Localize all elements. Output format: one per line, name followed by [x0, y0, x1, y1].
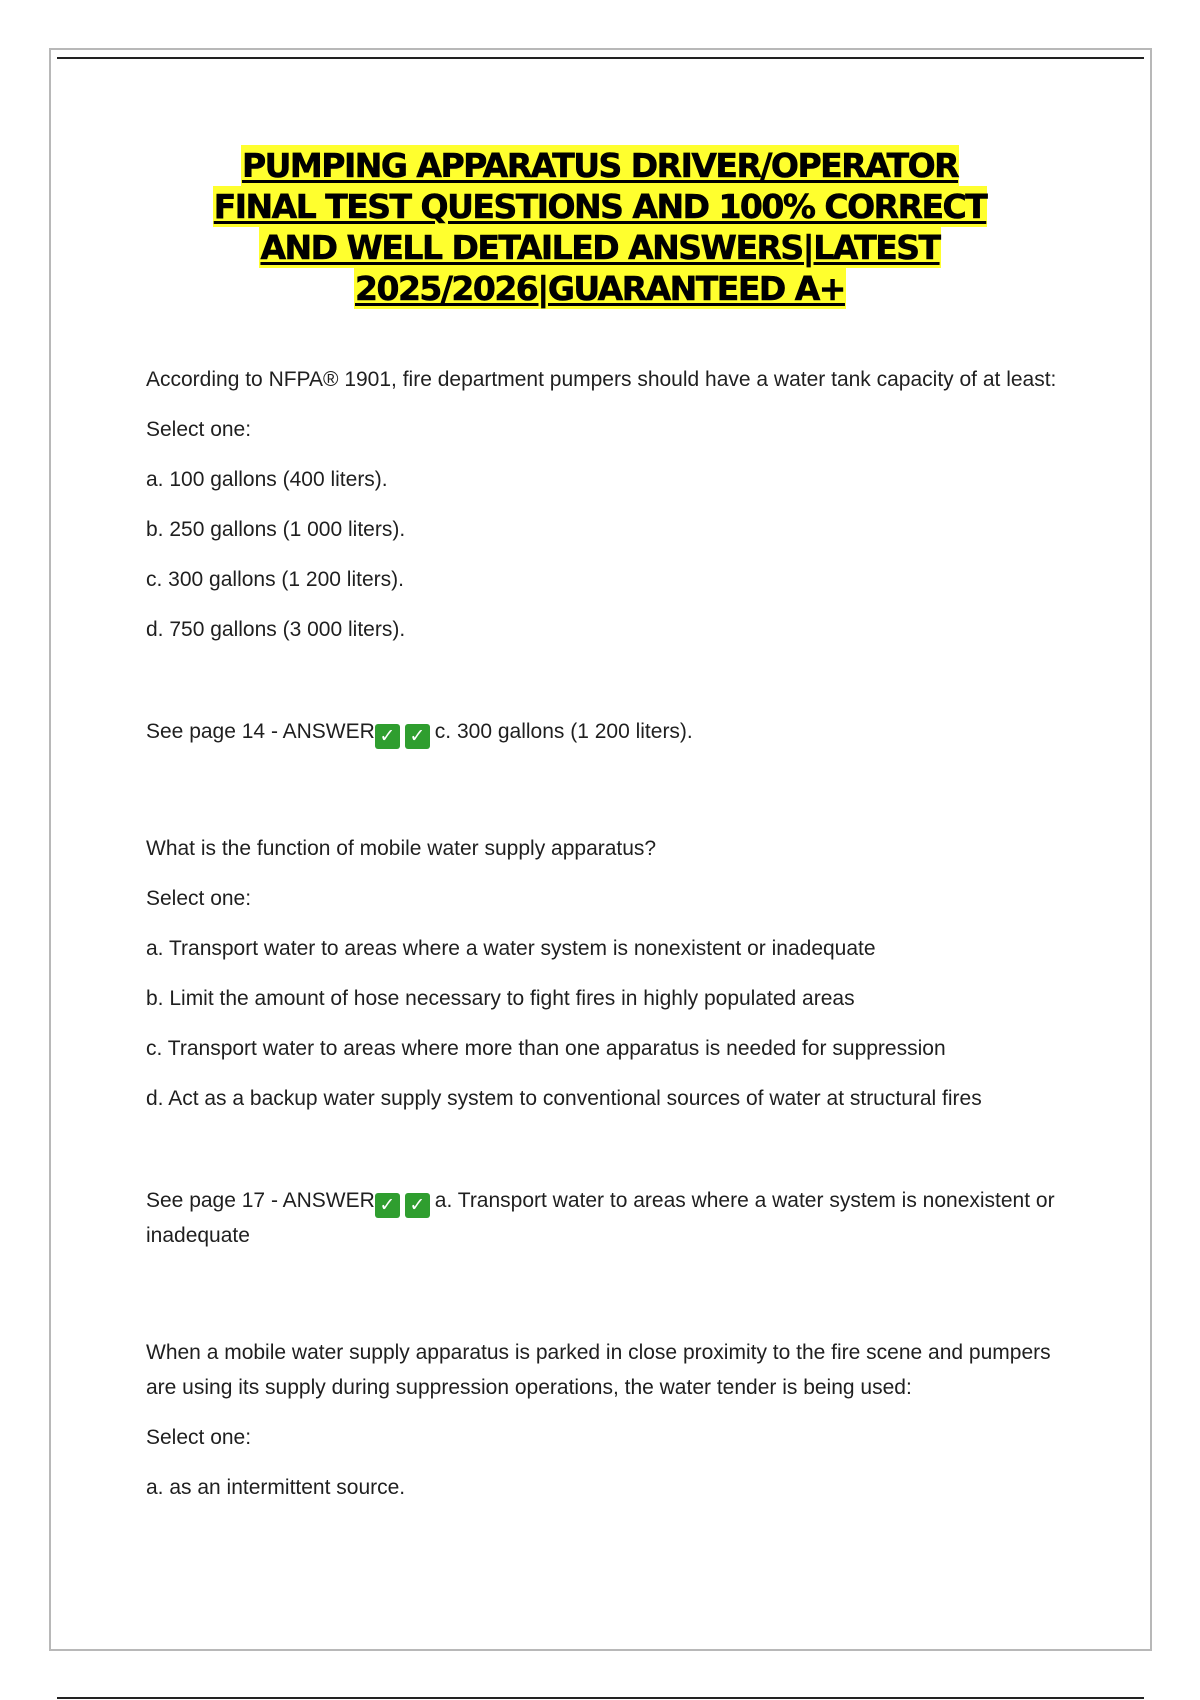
title-line: AND WELL DETAILED ANSWERS|LATEST [260, 228, 940, 267]
check-mark-icon: ✓ [405, 724, 430, 749]
select-one-prompt: Select one: [146, 887, 252, 910]
question-text: What is the function of mobile water supply apparatus? [146, 837, 657, 860]
question-text: When a mobile water supply apparatus is parked in close proximity to the fire scene and pumpers are using its supply during suppression operations, the water tender is being used: [146, 1341, 1051, 1399]
answer-option: b. 250 gallons (1 000 liters). [146, 518, 406, 541]
answer-text: a. Transport water to areas where a water system is nonexistent or inadequate [146, 1189, 1055, 1247]
answer-prefix: See page 14 - ANSWER [146, 720, 375, 743]
title-line: 2025/2026|GUARANTEED A+ [355, 269, 845, 308]
check-mark-icon: ✓ [405, 1193, 430, 1218]
check-mark-icon: ✓ [375, 724, 400, 749]
bottom-rule [57, 1697, 1144, 1699]
top-rule [57, 57, 1144, 59]
answer-option: b. Limit the amount of hose necessary to fight fires in highly populated areas [146, 987, 855, 1010]
check-mark-icon: ✓ [375, 1193, 400, 1218]
answer-option: c. Transport water to areas where more than one apparatus is needed for suppression [146, 1037, 946, 1060]
question-text: According to NFPA® 1901, fire department pumpers should have a water tank capacity of at least: [146, 368, 1057, 391]
answer-line [146, 1183, 1076, 1253]
answer-option: d. 750 gallons (3 000 liters). [146, 618, 406, 641]
answer-text: c. 300 gallons (1 200 liters). [434, 720, 693, 743]
answer-option: d. Act as a backup water supply system to conventional sources of water at structural fires [146, 1087, 982, 1110]
answer-line [146, 714, 1076, 749]
title-line: PUMPING APPARATUS DRIVER/OPERATOR [241, 146, 959, 185]
select-one-prompt: Select one: [146, 418, 252, 441]
document-body [146, 362, 1076, 1505]
title-line: FINAL TEST QUESTIONS AND 100% CORRECT [213, 187, 987, 226]
answer-option: a. 100 gallons (400 liters). [146, 468, 388, 491]
answer-option: a. as an intermittent source. [146, 1476, 406, 1499]
select-one-prompt: Select one: [146, 1426, 252, 1449]
answer-option: a. Transport water to areas where a water system is nonexistent or inadequate [146, 937, 876, 960]
answer-option: c. 300 gallons (1 200 liters). [146, 568, 404, 591]
document-title [100, 145, 1100, 309]
answer-prefix: See page 17 - ANSWER [146, 1189, 375, 1212]
